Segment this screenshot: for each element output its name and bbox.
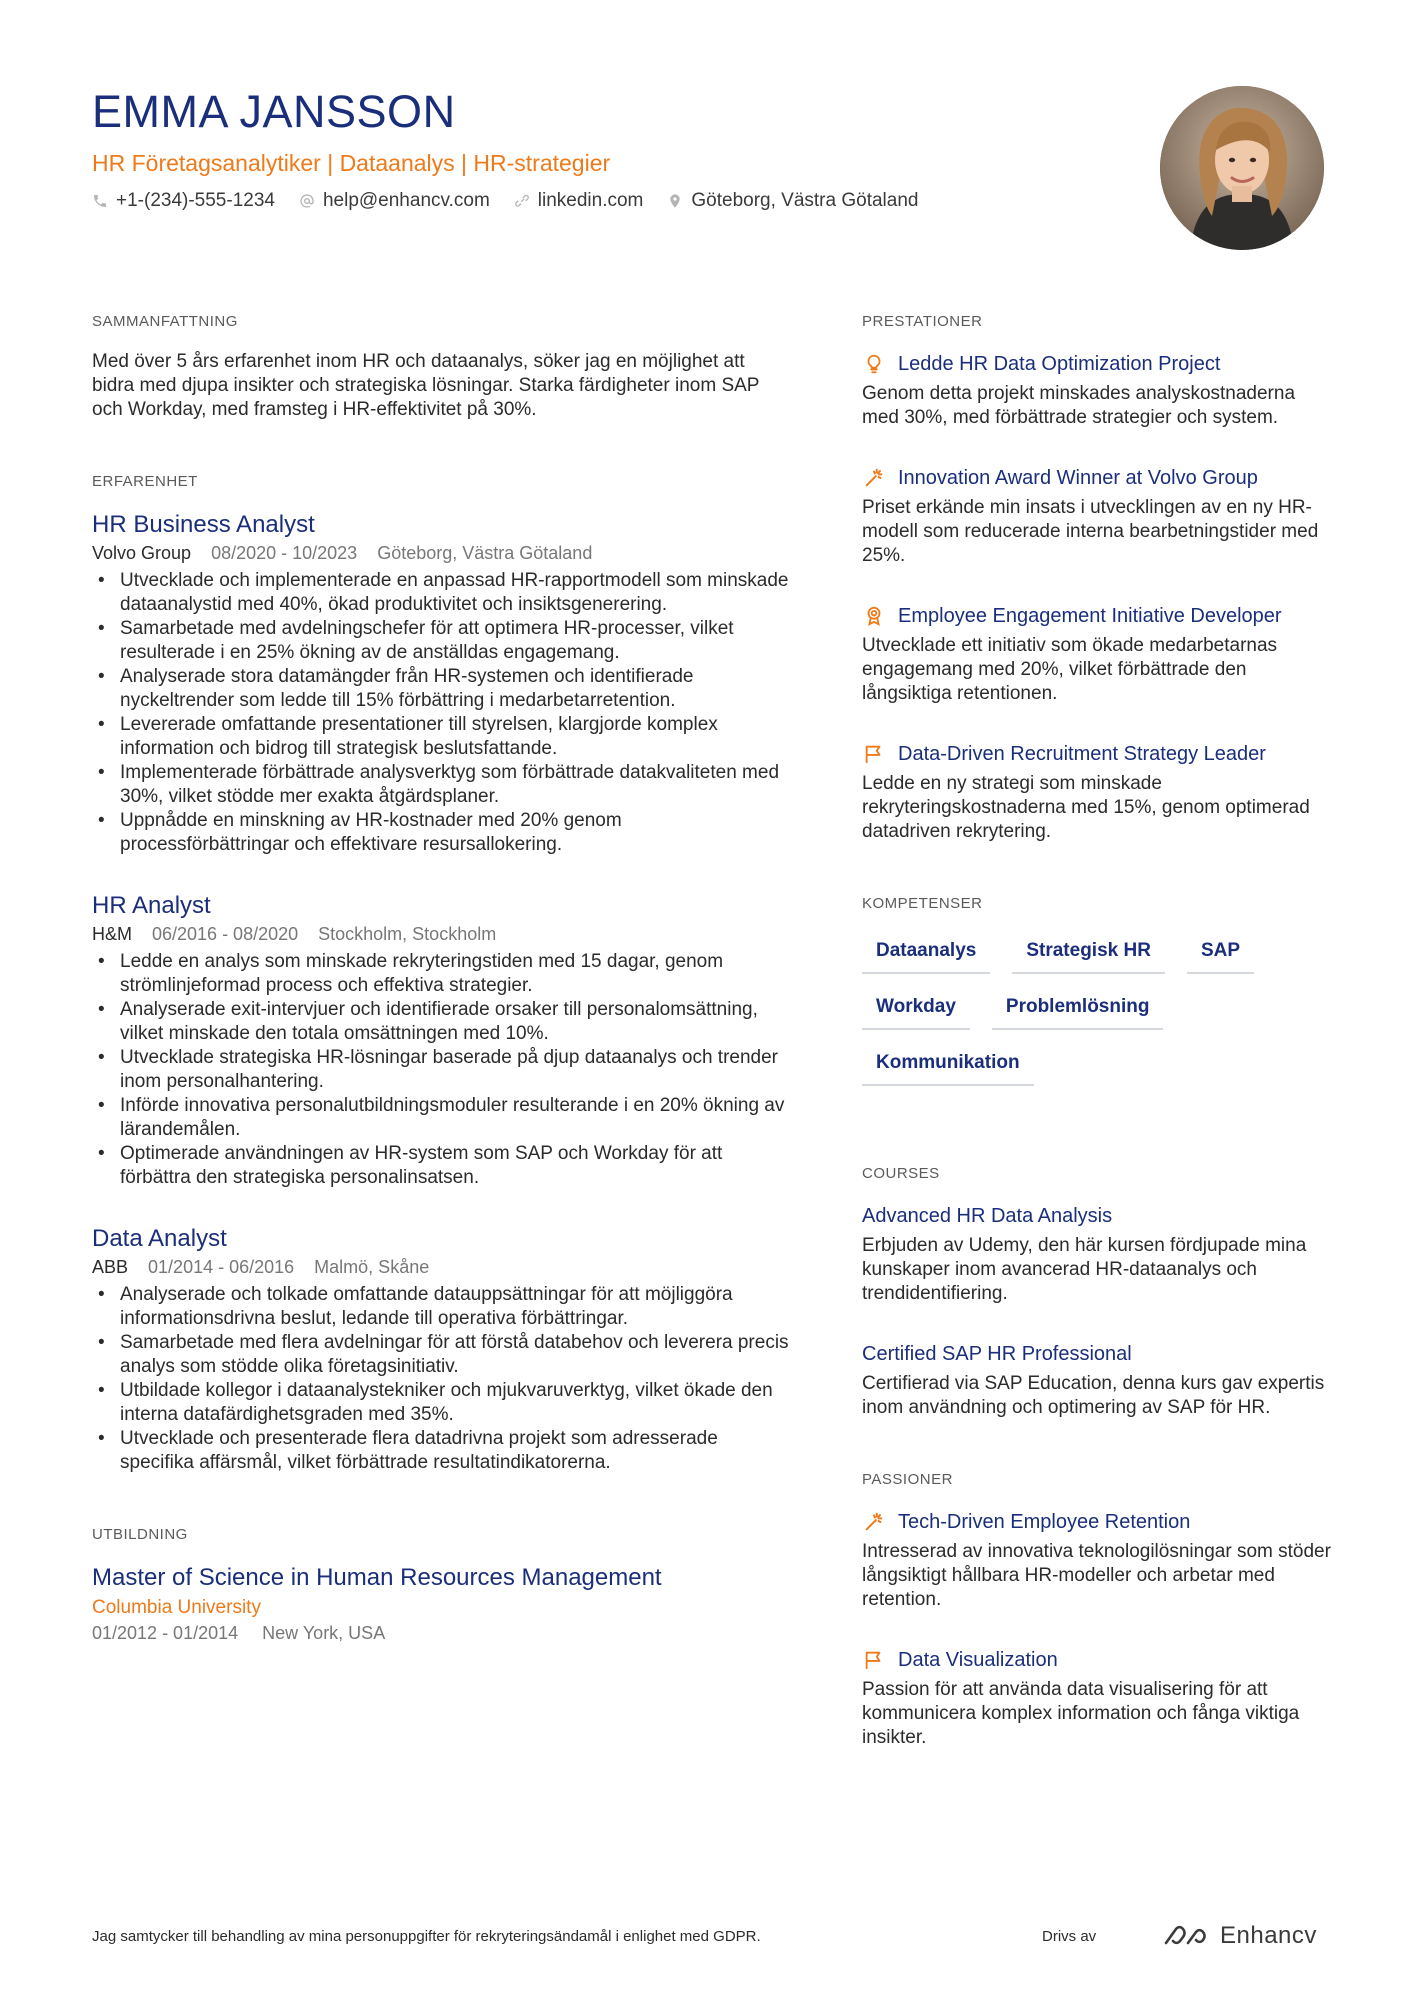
job-meta <box>92 922 792 946</box>
bullet-item: • Implementerade förbättrade analysverktyg som förbättrade datakvaliteten med 30%, vilket stödde mer exakta åtgärdsplaner. <box>92 761 792 809</box>
job-bullets <box>92 569 792 857</box>
job-company: H&M <box>92 924 132 944</box>
job-title: HR Business Analyst <box>92 511 315 538</box>
bullet-item: • Utvecklade och presenterade flera datadrivna projekt som adresserade specifika affärsmål, vilket förbättrade resultatindikatorerna. <box>92 1427 792 1475</box>
bullet-item: • Samarbetade med avdelningschefer för att optimera HR-processer, vilket resulterade i en 25% ökning av de anställdas engagemang. <box>92 617 792 665</box>
bullet-item: • Utvecklade strategiska HR-lösningar baserade på djup dataanalys och trender inom personalhantering. <box>92 1046 792 1094</box>
experience-section <box>92 472 792 1475</box>
achievement-text: Ledde en ny strategi som minskade rekryteringskostnaderna med 15%, genom optimerad datadriven rekrytering. <box>862 773 1310 842</box>
achievement-title: Ledde HR Data Optimization Project <box>898 353 1221 375</box>
passion-item <box>862 1508 1332 1612</box>
education-section <box>92 1525 792 1645</box>
passion-title: Data Visualization <box>898 1649 1058 1671</box>
skills-section <box>862 894 1332 1086</box>
location-text: Göteborg, Västra Götaland <box>691 190 919 211</box>
achievement-title: Innovation Award Winner at Volvo Group <box>898 467 1258 489</box>
education-meta <box>92 1621 792 1645</box>
skill-tag: Strategisk HR <box>1012 932 1165 974</box>
course-item <box>862 1202 1332 1306</box>
gdpr-consent: Jag samtycker till behandling av mina personuppgifter för rekryteringsändamål i enlighet med GDPR. <box>92 1927 761 1945</box>
achievement-item <box>862 464 1332 568</box>
education-dates: 01/2012 - 01/2014 <box>92 1623 239 1643</box>
job-entry <box>92 1224 792 1475</box>
section-title: UTBILDNING <box>92 1526 188 1543</box>
bullet-item: • Ledde en analys som minskade rekryteringstiden med 15 dagar, genom strömlinjeformad process och effektiva strategier. <box>92 950 792 998</box>
skill-tag: SAP <box>1187 932 1254 974</box>
education-degree: Master of Science in Human Resources Management <box>92 1564 662 1591</box>
job-bullets <box>92 950 792 1190</box>
skill-tag: Kommunikation <box>862 1044 1034 1086</box>
brand-name: Enhancv <box>1220 1922 1317 1949</box>
bullet-item: • Analyserade stora datamängder från HR-systemen och identifierade nyckeltrender som ledde till 15% förbättring i medarbetarretention. <box>92 665 792 713</box>
education-school: Columbia University <box>92 1597 261 1618</box>
bullet-item: • Analyserade och tolkade omfattande datauppsättningar för att möjliggöra informationsdrivna beslut, ledande till operativa förbättringar. <box>92 1283 792 1331</box>
job-meta <box>92 541 792 565</box>
bullet-item: • Analyserade exit-intervjuer och identifierade orsaker till personalomsättning, vilket minskade den totala omsättningen med 10%. <box>92 998 792 1046</box>
course-text: Erbjuden av Udemy, den här kursen fördjupade mina kunskaper inom avancerad HR-dataanalys och trendidentifiering. <box>862 1235 1307 1304</box>
infinity-logo-icon <box>1162 1923 1212 1949</box>
bullet-item: • Samarbetade med flera avdelningar för att förstå databehov och leverera precis analys som stödde olika företagsinitiativ. <box>92 1331 792 1379</box>
job-entry <box>92 510 792 857</box>
magic-wand-icon <box>862 466 886 490</box>
passions-section <box>862 1470 1332 1750</box>
education-location: New York, USA <box>262 1623 386 1643</box>
job-dates: 08/2020 - 10/2023 <box>211 543 358 563</box>
job-company: Volvo Group <box>92 543 192 563</box>
lightbulb-icon <box>862 352 886 376</box>
job-title: Data Analyst <box>92 1225 227 1252</box>
achievements-section <box>862 312 1332 844</box>
job-dates: 01/2014 - 06/2016 <box>148 1257 295 1277</box>
summary-section <box>92 312 792 422</box>
contact-link[interactable] <box>514 188 644 214</box>
achievement-title: Employee Engagement Initiative Developer <box>898 605 1282 627</box>
flag-icon <box>862 1648 886 1672</box>
candidate-name: EMMA JANSSON <box>92 86 456 137</box>
job-dates: 06/2016 - 08/2020 <box>152 924 299 944</box>
award-icon <box>862 604 886 628</box>
achievement-text: Utvecklade ett initiativ som ökade medarbetarnas engagemang med 20%, vilket förbättrade den långsiktiga retentionen. <box>862 635 1278 704</box>
passion-item <box>862 1646 1332 1750</box>
magic-wand-icon <box>862 1510 886 1534</box>
at-icon <box>299 193 315 209</box>
section-title: PRESTATIONER <box>862 313 983 330</box>
section-title: SAMMANFATTNING <box>92 313 238 330</box>
bullet-item: • Utbildade kollegor i dataanalystekniker och mjukvaruverktyg, vilket ökade den interna datafärdighetsgraden med 35%. <box>92 1379 792 1427</box>
section-title: COURSES <box>862 1165 940 1182</box>
achievement-text: Genom detta projekt minskades analyskostnaderna med 30%, med förbättrade strategier och system. <box>862 383 1296 428</box>
bullet-item: • Optimerade användningen av HR-system som SAP och Workday för att förbättra den strategiska personalinsatsen. <box>92 1142 792 1190</box>
section-title: PASSIONER <box>862 1471 953 1488</box>
course-title: Advanced HR Data Analysis <box>862 1205 1113 1227</box>
achievement-item <box>862 350 1332 430</box>
contact-info <box>92 188 1142 214</box>
enhancv-logo[interactable] <box>1162 1916 1317 1956</box>
phone-text: +1-(234)-555-1234 <box>116 190 275 211</box>
bullet-item: • Levererade omfattande presentationer till styrelsen, klargjorde komplex information och bidrog till strategisk beslutsfattande. <box>92 713 792 761</box>
bullet-item: • Utvecklade och implementerade en anpassad HR-rapportmodell som minskade dataanalystid med 40%, ökad produktivitet och insiktsgenerering. <box>92 569 792 617</box>
footer <box>92 1916 1322 1956</box>
bullet-item: • Införde innovativa personalutbildningsmoduler resulterande i en 20% ökning av lärandemålen. <box>92 1094 792 1142</box>
flag-icon <box>862 742 886 766</box>
passion-title: Tech-Driven Employee Retention <box>898 1511 1191 1533</box>
achievement-item <box>862 602 1332 706</box>
profile-photo <box>1160 86 1324 250</box>
summary-text: Med över 5 års erfarenhet inom HR och dataanalys, söker jag en möjlighet att bidra med djupa insikter och strategiska lösningar. Starka färdigheter inom SAP och Workday, med framsteg i HR-effektivitet på 30%. <box>92 351 760 420</box>
skill-tag: Workday <box>862 988 970 1030</box>
email-text: help@enhancv.com <box>322 190 490 211</box>
phone-icon <box>92 193 108 209</box>
section-title: KOMPETENSER <box>862 895 983 912</box>
passion-text: Passion för att använda data visualisering för att kommunicera komplex information och fånga viktiga insikter. <box>862 1679 1300 1748</box>
contact-phone[interactable] <box>92 188 275 214</box>
left-column <box>92 312 792 1695</box>
skill-tag: Problemlösning <box>992 988 1164 1030</box>
location-pin-icon <box>667 193 683 209</box>
course-text: Certifierad via SAP Education, denna kurs gav expertis inom användning och optimering av SAP för HR. <box>862 1373 1325 1418</box>
link-text: linkedin.com <box>537 190 644 211</box>
courses-section <box>862 1164 1332 1420</box>
contact-location <box>667 188 918 214</box>
powered-by-label: Drivs av <box>1042 1927 1097 1945</box>
skills-list <box>862 932 1332 1086</box>
job-company: ABB <box>92 1257 129 1277</box>
job-meta <box>92 1255 792 1279</box>
bullet-item: • Uppnådde en minskning av HR-kostnader med 20% genom processförbättringar och effektivare resursallokering. <box>92 809 792 857</box>
course-title: Certified SAP HR Professional <box>862 1343 1132 1365</box>
achievement-title: Data-Driven Recruitment Strategy Leader <box>898 743 1266 765</box>
achievement-text: Priset erkände min insats i utvecklingen av en ny HR-modell som reducerade interna bearbetningstider med 25%. <box>862 497 1319 566</box>
job-title: HR Analyst <box>92 892 211 919</box>
resume-header <box>92 84 1142 214</box>
course-item <box>862 1340 1332 1420</box>
skill-tag: Dataanalys <box>862 932 990 974</box>
candidate-headline: HR Företagsanalytiker | Dataanalys | HR-strategier <box>92 150 611 176</box>
link-icon <box>514 193 530 209</box>
job-location: Stockholm, Stockholm <box>318 924 497 944</box>
passion-text: Intresserad av innovativa teknologilösningar som stöder långsiktigt hållbara HR-modeller och arbetar med retention. <box>862 1541 1331 1610</box>
contact-email[interactable] <box>299 188 490 214</box>
job-location: Malmö, Skåne <box>314 1257 430 1277</box>
avatar <box>1160 86 1324 250</box>
job-location: Göteborg, Västra Götaland <box>377 543 593 563</box>
achievement-item <box>862 740 1332 844</box>
job-bullets <box>92 1283 792 1475</box>
right-column <box>862 312 1332 1800</box>
job-entry <box>92 891 792 1190</box>
section-title: ERFARENHET <box>92 473 198 490</box>
